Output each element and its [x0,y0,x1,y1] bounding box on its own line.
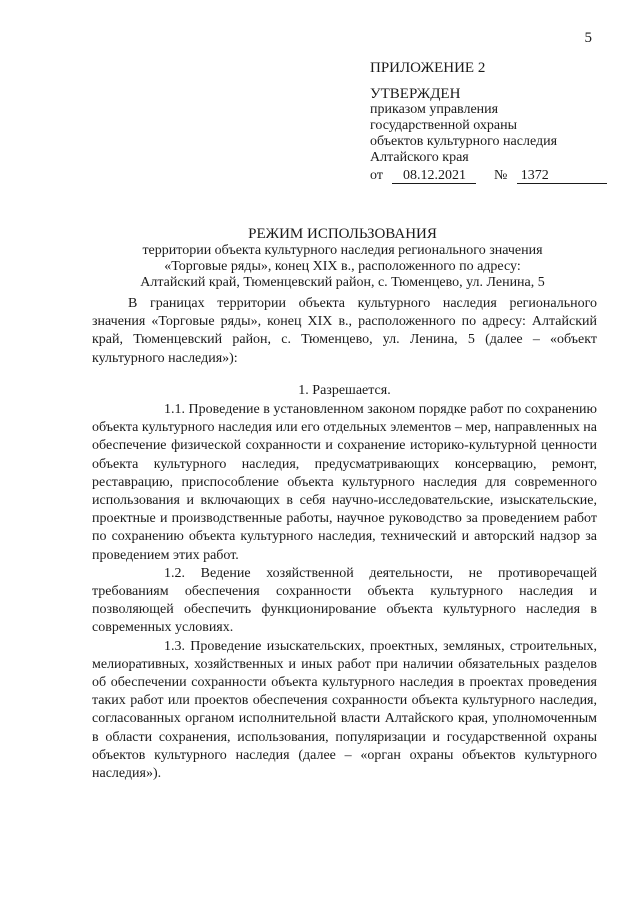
appendix-label: ПРИЛОЖЕНИЕ 2 [370,60,486,76]
item-text: Проведение изыскательских, проектных, земляных, строительных, мелиоративных, хозяйственных и иных работ при наличии обязательных разделов об обеспечении сохранности объекта культурного наследия в проектах проведения таких работ или проектов обеспечения сохранности объекта культурного наследия, согласованных органом исполнительной власти Алтайского края, уполномоченным в области сохранения, использования, популяризации и государственной охраны объектов культурного наследия (далее – «орган охраны объектов культурного наследия»). [92,638,597,782]
page-number: 5 [584,30,592,46]
item-text: Ведение хозяйственной деятельности, не противоречащей требованиям обеспечения сохранности объекта культурного наследия и позволяющей обеспечить функционирование объекта культурного наследия в современных условиях. [92,565,598,636]
approval-line: Алтайского края [370,150,469,165]
order-date: 08.12.2021 [392,168,476,184]
item-number: 1.2. [164,565,185,581]
order-reference [370,168,607,184]
section-heading: 1. Разрешается. [298,383,391,398]
approved-label: УТВЕРЖДЕН [370,86,461,102]
items-list [92,401,597,783]
item-number: 1.1. [164,402,185,417]
item-number: 1.3. [164,638,185,654]
subtitle-line: Алтайский край, Тюменцевский район, с. Тюменцево, ул. Ленина, 5 [140,275,545,290]
subtitle-line: территории объекта культурного наследия регионального значения [142,243,543,258]
intro-paragraph-block [92,295,597,368]
approval-line: объектов культурного наследия [370,134,558,149]
order-number: 1372 [517,168,607,184]
list-item [92,401,597,565]
list-item [92,638,597,784]
document-title-block [90,226,595,291]
intro-paragraph: В границах территории объекта культурного наследия регионального значения «Торговые ряды», конец XIX в., расположенного по адресу: Алтайский край, Тюменцевский район, с. Тюменцево, ул. Ленина, 5 (далее – «объект культурного наследия»): [92,296,597,366]
approval-block [370,60,607,184]
approval-line: приказом управления [370,102,499,117]
date-prefix: от [370,168,383,183]
subtitle-line: «Торговые ряды», конец XIX в., расположенного по адресу: [164,259,521,274]
approval-line: государственной охраны [370,118,518,133]
document-title: РЕЖИМ ИСПОЛЬЗОВАНИЯ [248,226,437,242]
list-item [92,565,597,638]
number-prefix: № [493,168,508,183]
item-text: Проведение в установленном законом порядке работ по сохранению объекта культурного наследия или его отдельных элементов – мер, направленных на обеспечение физической сохранности и сохранение историко-культурной ценности объекта культурного наследия, предусматривающих консервацию, ремонт, реставрацию, приспособление объекта культурного наследия для современного использования и включающих в себя научно-исследовательские, изыскательские, проектные и производственные работы, научное руководство за проведением работ по сохранению объекта культурного наследия, технический и авторский надзор за проведением этих работ. [92,402,598,563]
